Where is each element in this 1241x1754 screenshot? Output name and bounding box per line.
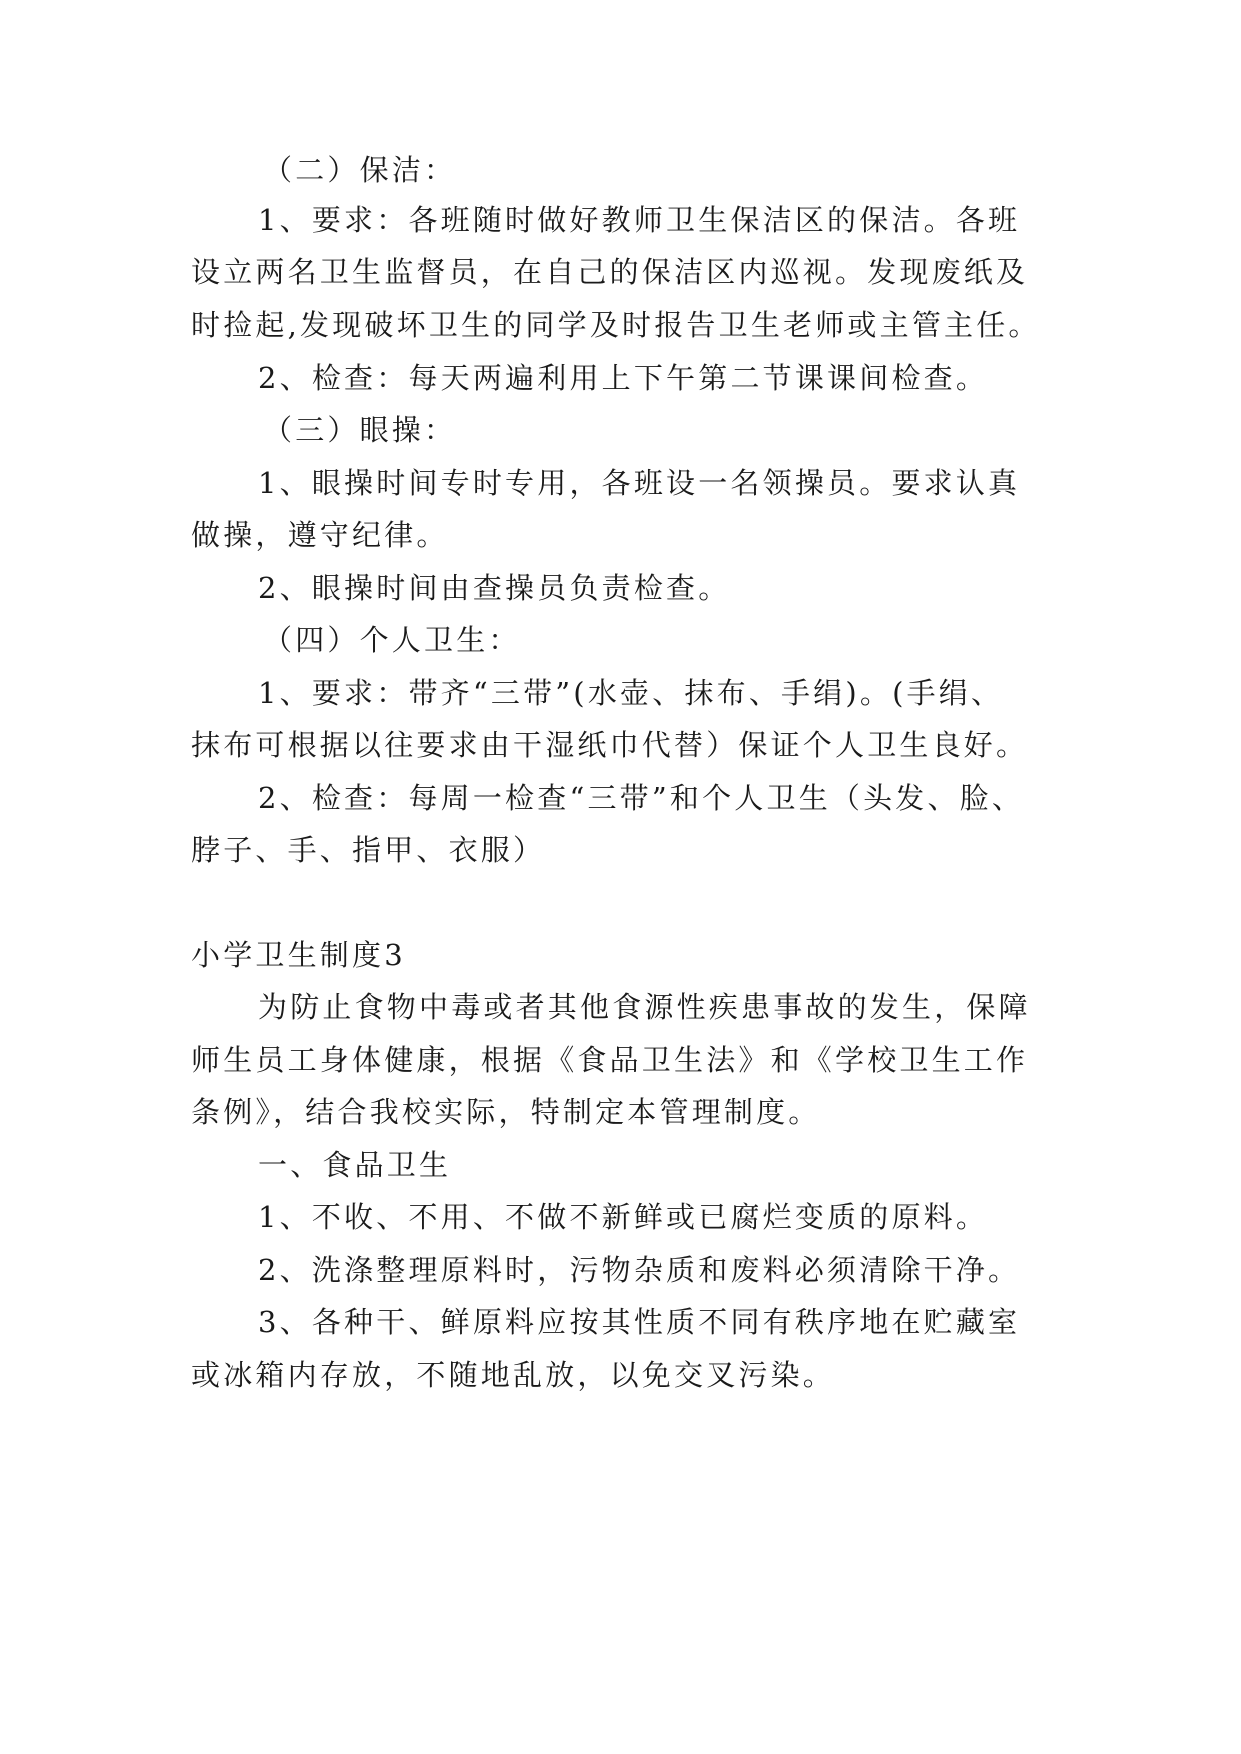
paragraph-line: 脖子、手、指甲、衣服） xyxy=(191,833,546,867)
paragraph-line: 2、眼操时间由查操员负责检查。 xyxy=(258,571,731,605)
paragraph-line: 1、眼操时间专时专用，各班设一名领操员。要求认真 xyxy=(258,466,1021,500)
paragraph-line: 或冰箱内存放，不随地乱放，以免交叉污染。 xyxy=(191,1358,836,1392)
paragraph-line: 1、不收、不用、不做不新鲜或已腐烂变质的原料。 xyxy=(258,1200,989,1234)
paragraph-line: 2、检查：每天两遍利用上下午第二节课课间检查。 xyxy=(258,361,989,395)
section-heading-personal-hygiene: （四）个人卫生： xyxy=(263,623,521,657)
paragraph-line: 3、各种干、鲜原料应按其性质不同有秩序地在贮藏室 xyxy=(258,1305,1021,1339)
section-heading-eye-exercise: （三）眼操： xyxy=(263,413,457,447)
paragraph-line: 1、要求：带齐“三带”(水壶、抹布、手绢)。(手绢、 xyxy=(258,676,1004,710)
paragraph-line: 2、洗涤整理原料时，污物杂质和废料必须清除干净。 xyxy=(258,1253,1021,1287)
paragraph-line: 1、要求：各班随时做好教师卫生保洁区的保洁。各班 xyxy=(258,203,1021,237)
paragraph-line: 师生员工身体健康，根据《食品卫生法》和《学校卫生工作 xyxy=(191,1043,1029,1077)
paragraph-line: 为防止食物中毒或者其他食源性疾患事故的发生，保障 xyxy=(258,990,1031,1024)
paragraph-line: 2、检查：每周一检查“三带”和个人卫生（头发、脸、 xyxy=(258,781,1025,815)
paragraph-line: 做操，遵守纪律。 xyxy=(191,518,449,552)
paragraph-line: 时捡起,发现破坏卫生的同学及时报告卫生老师或主管主任。 xyxy=(191,308,1041,342)
section-heading-cleaning: （二）保洁： xyxy=(263,153,457,187)
paragraph-line: 设立两名卫生监督员，在自己的保洁区内巡视。发现废纸及 xyxy=(191,255,1029,289)
section-heading-food-hygiene: 一、食品卫生 xyxy=(258,1148,452,1182)
document-title: 小学卫生制度3 xyxy=(191,938,406,972)
paragraph-line: 抹布可根据以往要求由干湿纸巾代替）保证个人卫生良好。 xyxy=(191,728,1029,762)
paragraph-line: 条例》，结合我校实际，特制定本管理制度。 xyxy=(191,1095,821,1129)
